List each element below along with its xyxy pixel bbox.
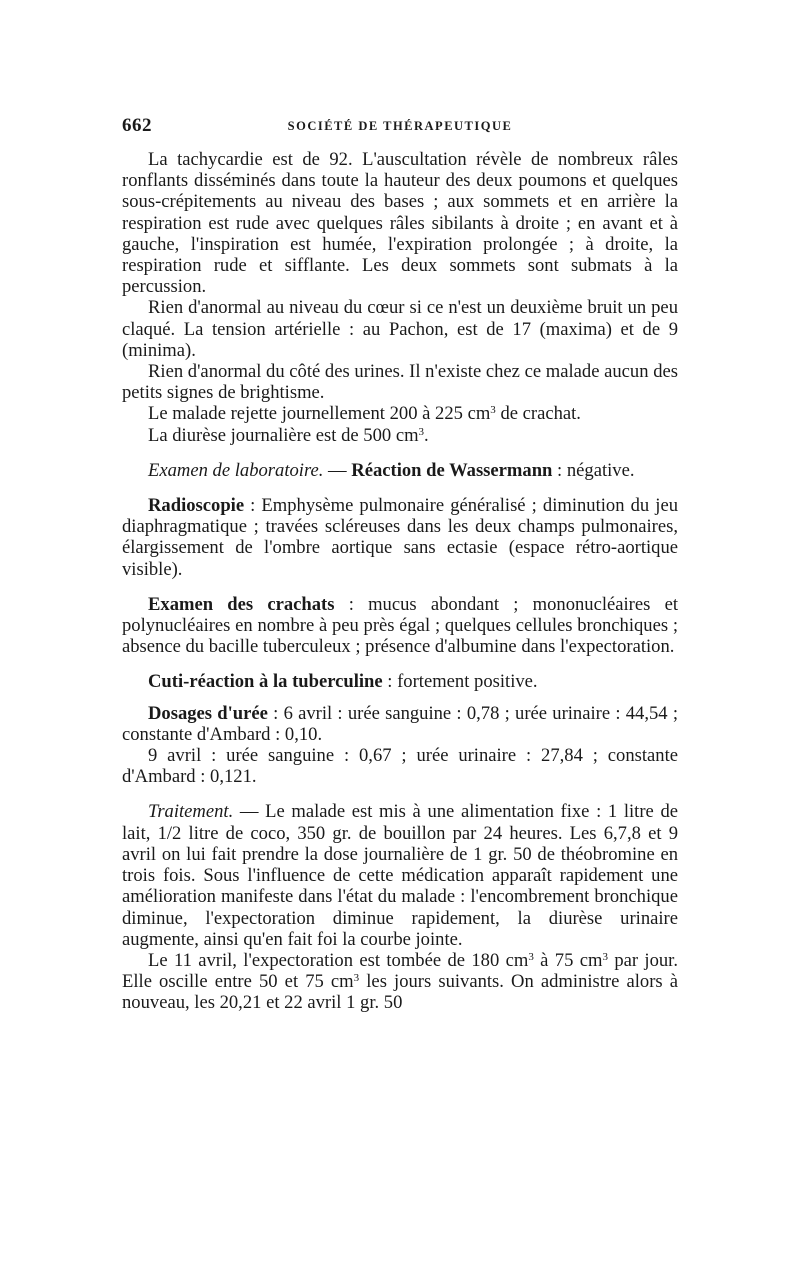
paragraph-sputum: Le malade rejette journellement 200 à 225 $cm^3$ de crachat.: [148, 403, 581, 425]
paragraph-april-11: Le 11 avril, l'expectoration est tombée de 180 $cm^3$ à 75 $cm^3$ par jour. Elle oscille entre 50 et 75 $cm^3$ les jours suivants. On administre alors à nouveau, les 20,21 et 22 avril 1 gr. 50: [122, 949, 678, 1014]
paragraph-sputum-exam: Examen des crachats : mucus abondant ; mononucléaires et polynucléaires en nombre à peu près égal ; quelques cellules bronchiques ; absence du bacille tuberculeux ; présence d'albumine dans l'expectoration.: [122, 593, 679, 658]
paragraph-radioscopy: Radioscopie : Emphysème pulmonaire généralisé ; diminution du jeu diaphragmatique ; travées scléreuses dans les deux champs pulmonaires, élargissement de l'ombre aortique sans ectasie (espace rétro-aortique visible).: [122, 495, 678, 580]
paragraph-urea-april-9: 9 avril : urée sanguine : 0,67 ; urée urinaire : 27,84 ; constante d'Ambard : 0,121.: [122, 745, 678, 788]
paragraph-auscultation: La tachycardie est de 92. L'auscultation révèle de nombreux râles ronflants disséminés dans toute la hauteur des deux poumons et quelques sous-crépitements au niveau des bases ; aux sommets et en arrière la respiration est rude avec quelques râles sibilants à droite ; en avant et à gauche, l'inspiration est humée, l'expiration prolongée ; à droite, la respiration rude et sifflante. Les deux sommets sont submats à la percussion.: [122, 149, 678, 298]
page-body: [122, 149, 678, 1014]
paragraph-diuresis: La diurèse journalière est de 500 $cm^3$.: [148, 424, 429, 446]
page-number: 662: [122, 115, 152, 136]
paragraph-urea: Dosages d'urée : 6 avril : urée sanguine : 0,78 ; urée urinaire : 44,54 ; constante d'Ambard : 0,10.: [122, 702, 678, 745]
paragraph-cuti-reaction: Cuti-réaction à la tuberculine : fortement positive.: [148, 671, 538, 693]
paragraph-laboratory: Examen de laboratoire. — Réaction de Wassermann : négative.: [148, 459, 635, 481]
running-head: SOCIÉTÉ DE THÉRAPEUTIQUE: [287, 119, 513, 133]
page-header: [122, 115, 678, 139]
paragraph-treatment: Traitement. — Le malade est mis à une alimentation fixe : 1 litre de lait, 1/2 litre de coco, 350 gr. de bouillon par 24 heures. Les 6,7,8 et 9 avril on lui fait prendre la dose journalière de 1 gr. 50 de théobromine en trois fois. Sous l'influence de cette médication apparaît rapidement une amélioration manifeste dans l'état du malade : l'encombrement bronchique diminue, l'expectoration diminue rapidement, la diurèse urinaire augmente, ainsi qu'en fait foi la courbe jointe.: [122, 801, 678, 950]
paragraph-urines: Rien d'anormal du côté des urines. Il n'existe chez ce malade aucun des petits signes de brightisme.: [122, 361, 678, 404]
paragraph-heart: Rien d'anormal au niveau du cœur si ce n'est un deuxième bruit un peu claqué. La tension artérielle : au Pachon, est de 17 (maxima) et de 9 (minima).: [122, 297, 678, 361]
